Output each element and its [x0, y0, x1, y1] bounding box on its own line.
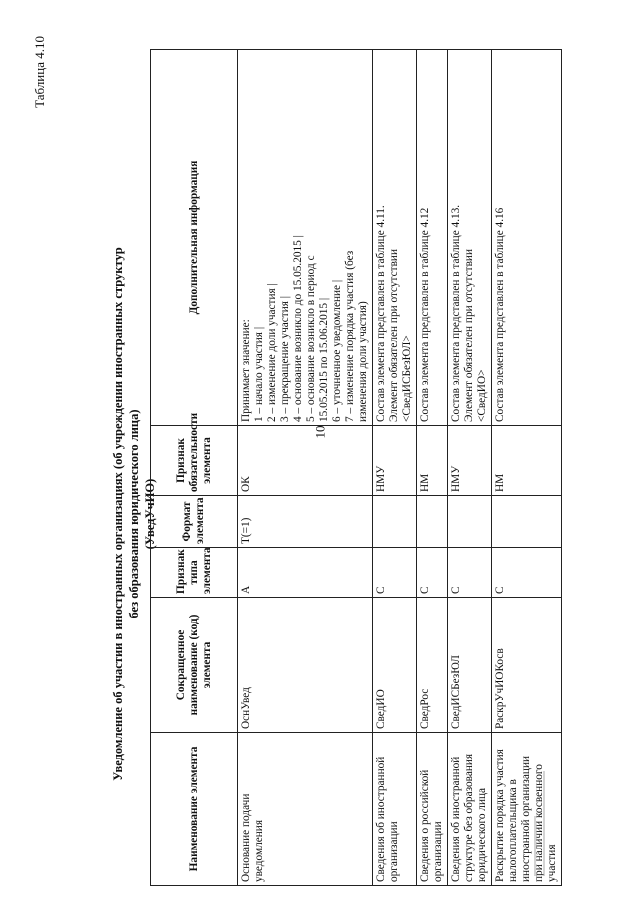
table-label: Таблица 4.10: [32, 36, 47, 108]
header-info: Дополнительная информация: [151, 50, 238, 426]
header-required: Признак обязательности элемента: [151, 426, 238, 496]
info-line: <СведИСБезЮЛ>: [401, 335, 413, 422]
cell-required: НМ: [417, 426, 448, 496]
table-row: [417, 50, 448, 886]
cell-info: [417, 50, 448, 426]
table-row: [492, 50, 562, 886]
cell-format: [448, 496, 492, 548]
cell-info: [492, 50, 562, 426]
info-line: Элемент обязателен при отсутствии: [388, 249, 400, 422]
cell-info: [373, 50, 417, 426]
info-line: Состав элемента представлен в таблице 4.13.: [450, 204, 462, 422]
header-type: Признак типа элемента: [151, 548, 238, 598]
cell-short: СведИСБезЮЛ: [448, 598, 492, 733]
cell-info: [238, 50, 373, 426]
info-line: Состав элемента представлен в таблице 4.16: [494, 207, 506, 422]
info-line: <СведИО>: [476, 369, 488, 422]
title-line-1: Уведомление об участии в иностранных организациях (об учреждении иностранных структур без образования юридического лица): [111, 247, 141, 781]
cell-type: С: [373, 548, 417, 598]
cell-short: СведИО: [373, 598, 417, 733]
info-line: 7 – изменение порядка участия (без: [344, 250, 356, 422]
cell-format: Т(=1): [238, 496, 373, 548]
title-line-2: (УведУчИО): [143, 478, 157, 550]
header-format: Формат элемента: [151, 496, 238, 548]
info-line: 15.05.2015 по 15.06.2015 |: [318, 297, 330, 422]
info-line: 5 – основание возникло в период с: [305, 255, 317, 422]
cell-format: [373, 496, 417, 548]
cell-name: Сведения об иностранной структуре без образования юридического лица: [448, 733, 492, 886]
cell-name: Сведения об иностранной организации: [373, 733, 417, 886]
table-row: [238, 50, 373, 886]
table-row: [448, 50, 492, 886]
header-name: Наименование элемента: [151, 733, 238, 886]
table-row: [373, 50, 417, 886]
info-line: Принимает значение:: [240, 319, 252, 422]
info-line: Элемент обязателен при отсутствии: [463, 249, 475, 422]
info-line: 4 – основание возникло до 15.05.2015 |: [292, 235, 304, 422]
cell-name: Основание подачи уведомления: [238, 733, 373, 886]
cell-required: ОК: [238, 426, 373, 496]
cell-required: НМ: [492, 426, 562, 496]
info-line: изменения доли участия): [357, 301, 369, 422]
faint-stamp-lines: [530, 766, 550, 876]
cell-name: Раскрытие порядка участия налогоплательщика в иностранной организации при наличии косвенного участия: [492, 733, 562, 886]
cell-type: С: [492, 548, 562, 598]
info-line: 6 – уточненное уведомление |: [331, 279, 343, 422]
info-line: Состав элемента представлен в таблице 4.11.: [375, 205, 387, 422]
cell-short: ОснУвед: [238, 598, 373, 733]
cell-format: [492, 496, 562, 548]
cell-required: НМУ: [448, 426, 492, 496]
info-line: 3 – прекращение участия |: [279, 295, 291, 422]
cell-type: С: [417, 548, 448, 598]
info-line: 2 – изменение доли участия |: [266, 283, 278, 422]
elements-table: [150, 49, 562, 886]
cell-name: Сведения о российской организации: [417, 733, 448, 886]
cell-info: [448, 50, 492, 426]
cell-short: РаскрУчИОКосв: [492, 598, 562, 733]
table-header-row: [151, 50, 238, 886]
info-line: 1 – начало участия |: [253, 326, 265, 422]
info-line: Состав элемента представлен в таблице 4.12: [419, 207, 431, 422]
page-number: 10: [312, 425, 327, 439]
cell-type: С: [448, 548, 492, 598]
rotated-page: [2, 14, 602, 894]
cell-short: СведРос: [417, 598, 448, 733]
header-short: Сокращенное наименование (код) элемента: [151, 598, 238, 733]
document-stamp: [530, 766, 553, 876]
cell-format: [417, 496, 448, 548]
cell-type: А: [238, 548, 373, 598]
cell-required: НМУ: [373, 426, 417, 496]
